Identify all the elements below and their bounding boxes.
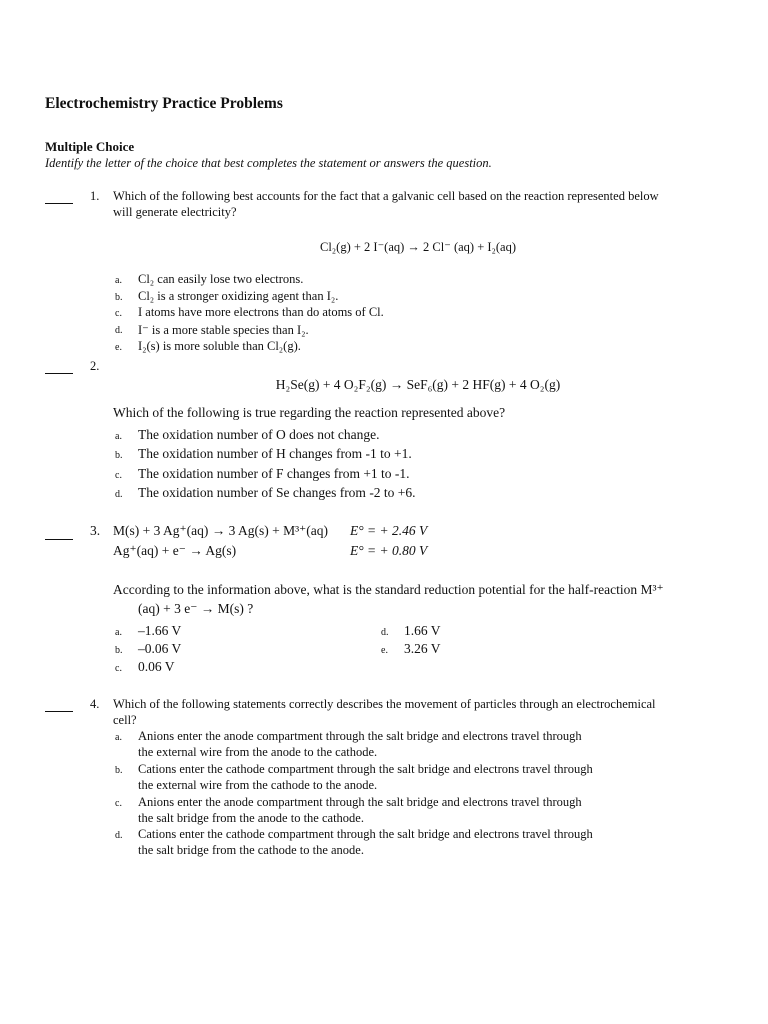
q3-number: 3. xyxy=(90,523,101,538)
q4-choice-c: c. xyxy=(115,798,122,809)
q3-choice-c: c. xyxy=(115,663,122,674)
q2-choice-a: a. xyxy=(115,431,122,442)
q3-choice-d: d. xyxy=(381,627,389,638)
answer-blank-q1[interactable] xyxy=(45,191,73,209)
q1-choice-e-text: I₂(s) is more soluble than Cl₂(g). xyxy=(138,339,301,353)
q4-text-line2: cell? xyxy=(113,713,137,727)
q4-number: 4. xyxy=(90,697,100,711)
q2-choice-c-text: The oxidation number of F changes from +1 to -1. xyxy=(138,466,410,481)
q2-choice-b: b. xyxy=(115,450,123,461)
q1-choice-c: c. xyxy=(115,308,122,319)
q1-equation: Cl₂(g) + 2 I⁻(aq) → 2 Cl⁻ (aq) + I₂(aq) xyxy=(319,240,517,254)
q4-choice-a-line1: Anions enter the anode compartment through the salt bridge and electrons travel through xyxy=(138,729,582,743)
q4-choice-b-line1: Cations enter the cathode compartment through the salt bridge and electrons travel through xyxy=(138,762,593,776)
q2-choice-a-text: The oxidation number of O does not change. xyxy=(138,427,380,442)
q1-choice-d-text: I⁻ is a more stable species than I₂. xyxy=(138,323,309,337)
q1-number: 1. xyxy=(90,189,100,203)
q2-text: Which of the following is true regarding the reaction represented above? xyxy=(113,405,506,420)
q2-choice-b-text: The oxidation number of H changes from -1 to +1. xyxy=(138,446,412,461)
q3-choice-a: a. xyxy=(115,627,122,638)
q4-choice-a: a. xyxy=(115,732,122,743)
page-title: Electrochemistry Practice Problems xyxy=(45,95,283,112)
q3-text-line1: According to the information above, what is the standard reduction potential for the half-reaction M³⁺ xyxy=(113,582,664,597)
q1-choice-b-text: Cl₂ is a stronger oxidizing agent than I₂. xyxy=(138,289,339,303)
q4-choice-b: b. xyxy=(115,765,123,776)
q3-choice-d-text: 1.66 V xyxy=(404,623,441,638)
q3-potential1: E° = + 2.46 V xyxy=(350,523,428,538)
q1-text-line2: will generate electricity? xyxy=(113,205,237,219)
q2-choice-d: d. xyxy=(115,489,123,500)
q3-reaction2: Ag⁺(aq) + e⁻ → Ag(s) xyxy=(113,543,237,558)
q3-choice-a-text: –1.66 V xyxy=(138,623,182,638)
q4-choice-d-line1: Cations enter the cathode compartment through the salt bridge and electrons travel through xyxy=(138,827,593,841)
q3-choice-e-text: 3.26 V xyxy=(404,641,441,656)
answer-blank-q3[interactable] xyxy=(45,527,73,545)
q1-choice-b: b. xyxy=(115,292,123,303)
q1-choice-d: d. xyxy=(115,325,123,336)
q4-choice-a-line2: the external wire from the anode to the cathode. xyxy=(138,745,378,759)
section-instructions: Identify the letter of the choice that best completes the statement or answers the question. xyxy=(45,156,492,170)
q3-choice-c-text: 0.06 V xyxy=(138,659,175,674)
q2-equation: H₂Se(g) + 4 O₂F₂(g) → SeF₆(g) + 2 HF(g) + 4 O₂(g) xyxy=(275,377,561,392)
q3-choice-b: b. xyxy=(115,645,123,656)
q3-choice-e: e. xyxy=(381,645,388,656)
q4-choice-d: d. xyxy=(115,830,123,841)
q2-number: 2. xyxy=(90,359,100,373)
q1-text-line1: Which of the following best accounts for the fact that a galvanic cell based on the reaction represented below xyxy=(113,189,659,203)
q4-choice-b-line2: the external wire from the cathode to the anode. xyxy=(138,778,378,792)
q3-choice-b-text: –0.06 V xyxy=(138,641,182,656)
q3-text-line2: (aq) + 3 e⁻ → M(s) ? xyxy=(138,601,254,616)
q4-text-line1: Which of the following statements correctly describes the movement of particles through an electrochemical xyxy=(113,697,656,711)
q4-choice-c-line2: the salt bridge from the anode to the cathode. xyxy=(138,811,364,825)
q3-reaction1: M(s) + 3 Ag⁺(aq) → 3 Ag(s) + M³⁺(aq) xyxy=(113,523,328,538)
q4-choice-d-line2: the salt bridge from the cathode to the anode. xyxy=(138,843,364,857)
q2-choice-d-text: The oxidation number of Se changes from -2 to +6. xyxy=(138,485,416,500)
section-heading: Multiple Choice xyxy=(45,139,135,154)
q1-choice-c-text: I atoms have more electrons than do atoms of Cl. xyxy=(138,305,384,319)
q3-potential2: E° = + 0.80 V xyxy=(350,543,428,558)
q1-choice-a: a. xyxy=(115,275,122,286)
q2-choice-c: c. xyxy=(115,470,122,481)
q1-choice-a-text: Cl₂ can easily lose two electrons. xyxy=(138,272,304,286)
q4-choice-c-line1: Anions enter the anode compartment through the salt bridge and electrons travel through xyxy=(138,795,582,809)
answer-blank-q4[interactable] xyxy=(45,699,73,717)
q1-choice-e: e. xyxy=(115,342,122,353)
